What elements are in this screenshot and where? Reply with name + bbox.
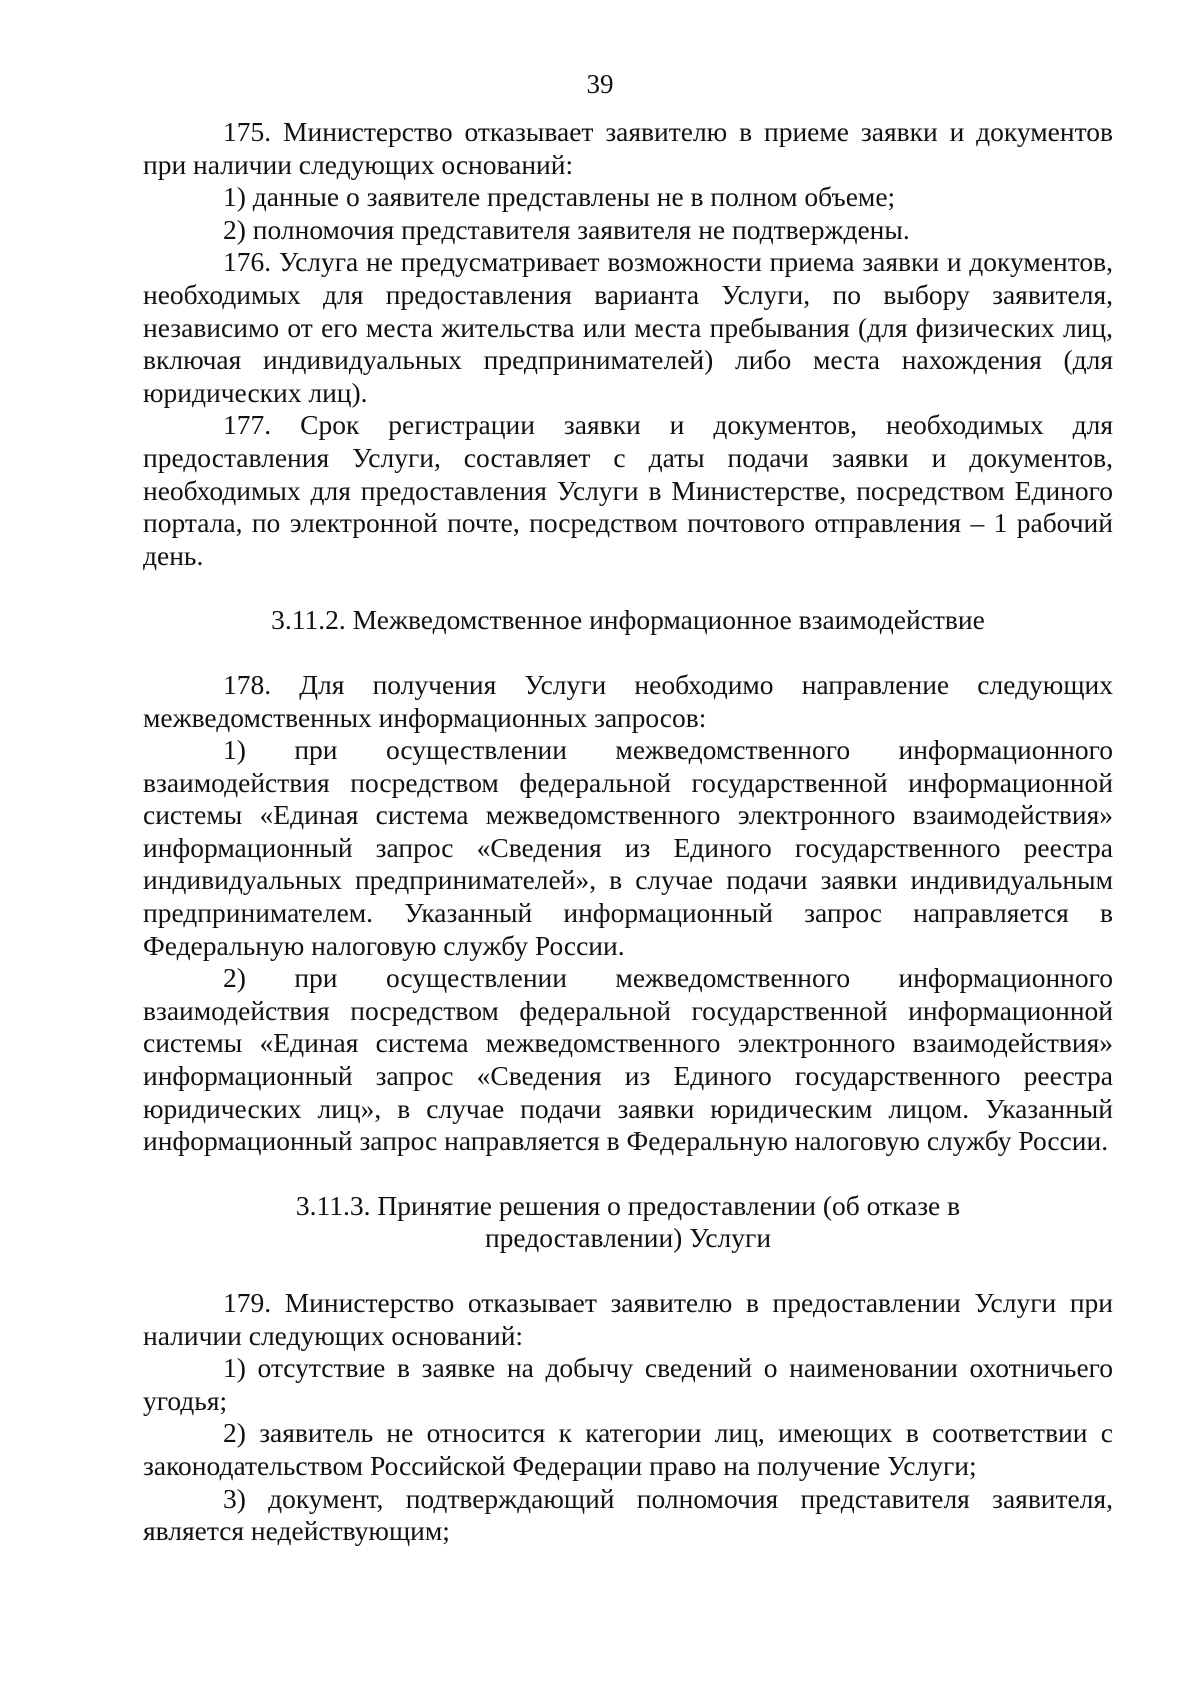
page-number: 39 [586, 69, 614, 99]
list-item-179-1: 1) отсутствие в заявке на добычу сведений о наименовании охотничьего угодья; [143, 1352, 1113, 1416]
list-item-178-2: 2) при осуществлении межведомственного информационного взаимодействия посредством федеральной государственной информационной системы «Единая система межведомственного электронного взаимодействия» информационный запрос «Сведения из Единого государственного реестра юридических лиц», в случае подачи заявки юридическим лицом. Указанный информационный запрос направляется в Федеральную налоговую службу России. [143, 962, 1113, 1157]
list-item-178-1: 1) при осуществлении межведомственного информационного взаимодействия посредством федеральной государственной информационной системы «Единая система межведомственного электронного взаимодействия» информационный запрос «Сведения из Единого государственного реестра индивидуальных предпринимателей», в случае подачи заявки индивидуальным предпринимателем. Указанный информационный запрос направляется в Федеральную налоговую службу России. [143, 734, 1113, 961]
section-heading-3-11-2: 3.11.2. Межведомственное информационное взаимодействие [271, 604, 985, 636]
list-item-175-2: 2) полномочия представителя заявителя не подтверждены. [223, 213, 910, 245]
list-item-179-2: 2) заявитель не относится к категории лиц, имеющих в соответствии с законодательством Российской Федерации право на получение Услуги; [143, 1417, 1113, 1481]
paragraph-178: 178. Для получения Услуги необходимо направление следующих межведомственных информационных запросов: [143, 668, 1113, 733]
paragraph-177: 177. Срок регистрации заявки и документов, необходимых для предоставления Услуги, составляет с даты подачи заявки и документов, необходимых для предоставления Услуги в Министерстве, посредством Единого портала, по электронной почте, посредством почтового отправления – 1 рабочий день. [143, 409, 1113, 571]
section-heading-3-11-3: 3.11.3. Принятие решения о предоставлении (об отказе в предоставлении) Услуги [295, 1189, 961, 1254]
paragraph-176: 176. Услуга не предусматривает возможности приема заявки и документов, необходимых для предоставления варианта Услуги, по выбору заявителя, независимо от его места жительства или места пребывания (для физических лиц, включая индивидуальных предпринимателей) либо места нахождения (для юридических лиц). [143, 246, 1113, 408]
list-item-175-1: 1) данные о заявителе представлены не в полном объеме; [223, 181, 896, 213]
paragraph-179: 179. Министерство отказывает заявителю в предоставлении Услуги при наличии следующих оснований: [143, 1287, 1113, 1351]
list-item-179-3: 3) документ, подтверждающий полномочия представителя заявителя, является недействующим; [143, 1482, 1113, 1547]
document-body [143, 116, 1113, 1548]
paragraph-175: 175. Министерство отказывает заявителю в приеме заявки и документов при наличии следующих оснований: [143, 116, 1113, 180]
